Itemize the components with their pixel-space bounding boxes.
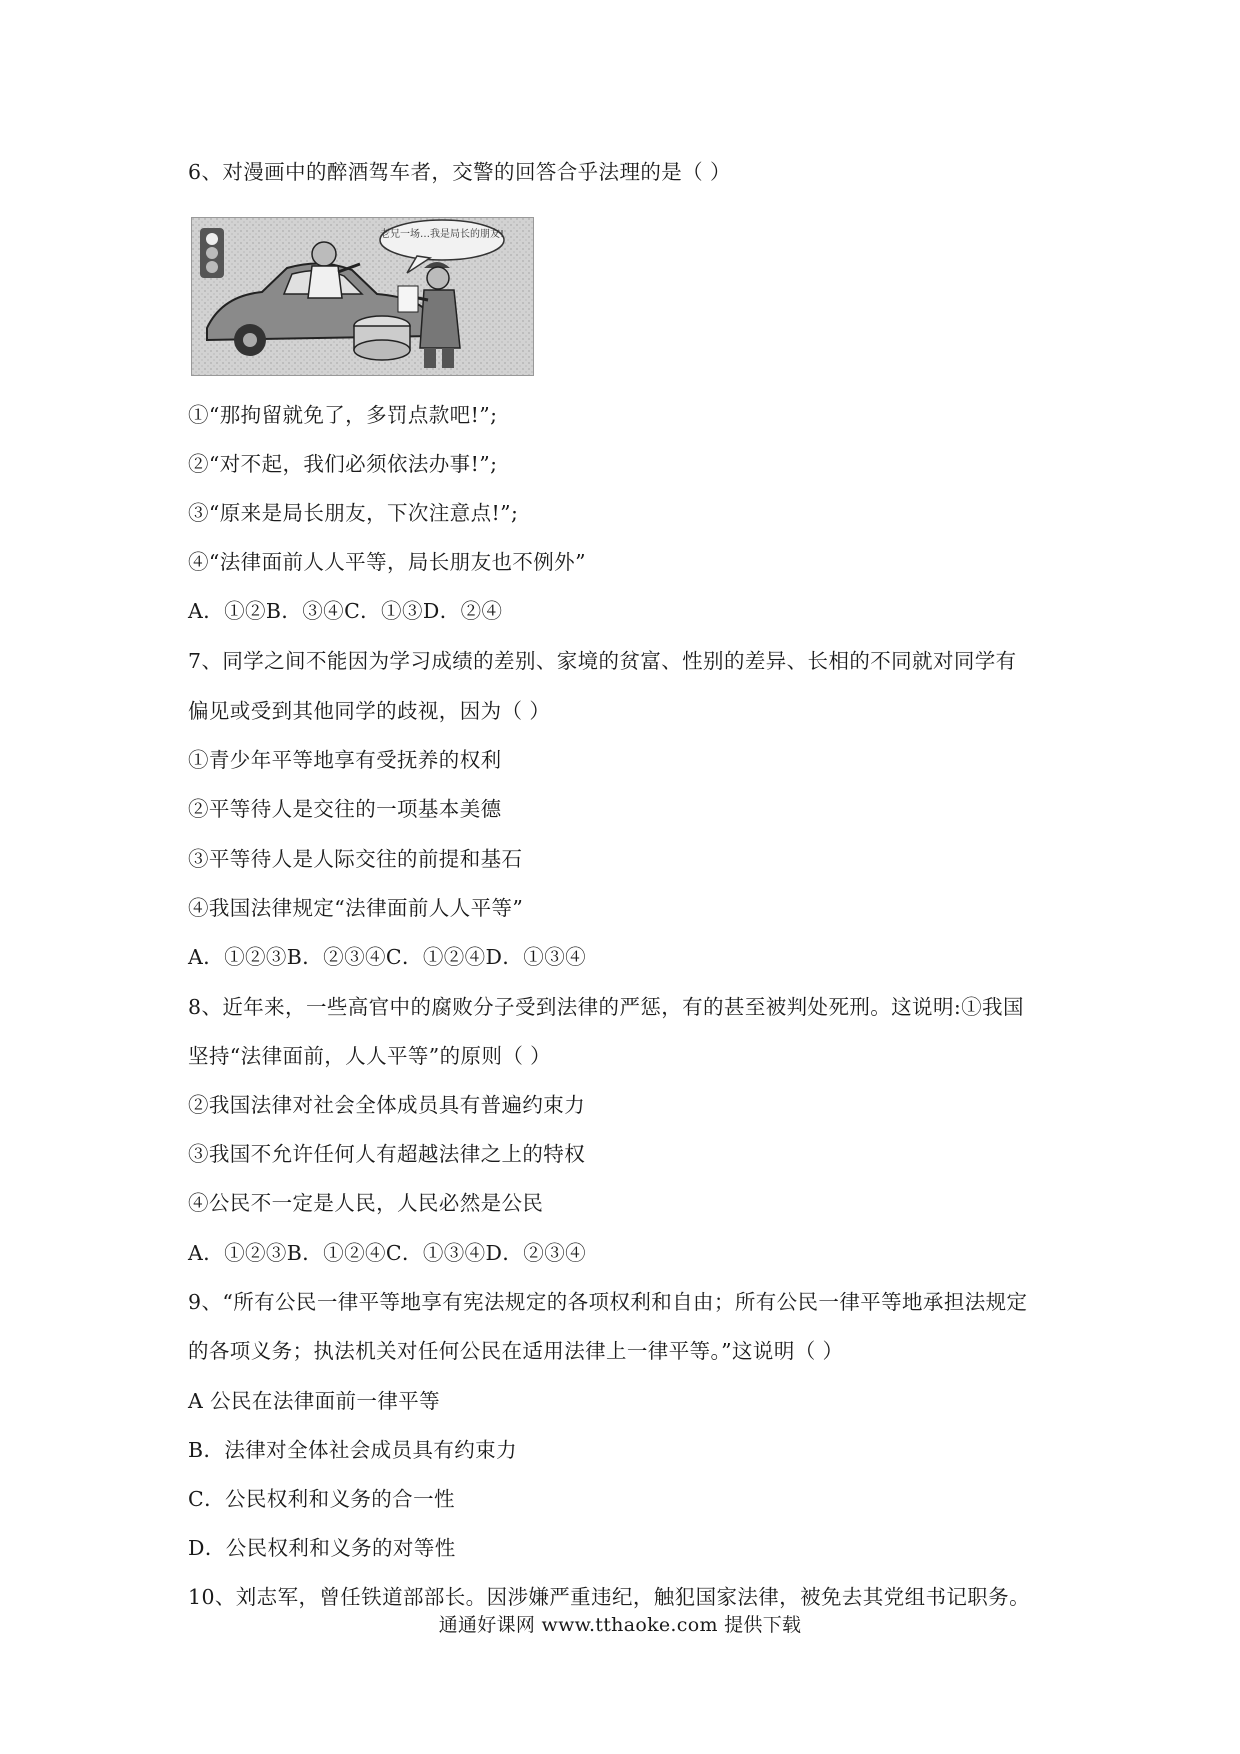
q7-option-3: ③平等待人是人际交往的前提和基石 bbox=[188, 847, 523, 871]
speech-bubble-text: 老兄一场…我是局长的朋友! bbox=[379, 229, 505, 240]
page-footer: 通通好课网 www.tthaoke.com 提供下载 bbox=[438, 1614, 802, 1636]
q7-stem-line1: 7、同学之间不能因为学习成绩的差别、家境的贫富、性别的差异、长相的不同就对同学有 bbox=[188, 649, 1017, 673]
q6-option-3: ③“原来是局长朋友，下次注意点!”; bbox=[188, 501, 519, 525]
q9-option-b: B．法律对全体社会成员具有约束力 bbox=[188, 1438, 517, 1462]
q6-option-4: ④“法律面前人人平等，局长朋友也不例外” bbox=[188, 550, 586, 574]
q8-option-2: ②我国法律对社会全体成员具有普遍约束力 bbox=[188, 1093, 586, 1117]
q7-choices: A．①②③B．②③④C．①②④D．①③④ bbox=[188, 945, 586, 969]
q8-option-3: ③我国不允许任何人有超越法律之上的特权 bbox=[188, 1142, 586, 1166]
cartoon-illustration bbox=[192, 218, 533, 375]
q8-stem-line1: 8、近年来，一些高官中的腐败分子受到法律的严惩，有的甚至被判处死刑。这说明:①我国 bbox=[188, 995, 1024, 1019]
q7-stem-line2: 偏见或受到其他同学的歧视，因为（ ） bbox=[188, 699, 551, 723]
q10-stem-line1: 10、刘志军，曾任铁道部部长。因涉嫌严重违纪，触犯国家法律，被免去其党组书记职务。 bbox=[188, 1585, 1030, 1609]
q8-choices: A．①②③B．①②④C．①③④D．②③④ bbox=[188, 1241, 586, 1265]
q8-stem-line2: 坚持“法律面前，人人平等”的原则（ ） bbox=[188, 1044, 552, 1068]
q6-option-2: ②“对不起，我们必须依法办事!”; bbox=[188, 452, 498, 476]
q9-stem-line2: 的各项义务；执法机关对任何公民在适用法律上一律平等。”这说明（ ） bbox=[188, 1339, 844, 1363]
cartoon-image bbox=[191, 217, 534, 376]
q7-option-4: ④我国法律规定“法律面前人人平等” bbox=[188, 896, 524, 920]
q6-stem: 6、对漫画中的醉酒驾车者，交警的回答合乎法理的是（ ） bbox=[188, 160, 731, 184]
q9-stem-line1: 9、“所有公民一律平等地享有宪法规定的各项权利和自由；所有公民一律平等地承担法规定 bbox=[188, 1290, 1028, 1314]
q9-option-c: C．公民权利和义务的合一性 bbox=[188, 1487, 455, 1511]
q7-option-2: ②平等待人是交往的一项基本美德 bbox=[188, 797, 502, 821]
q9-option-a: A 公民在法律面前一律平等 bbox=[188, 1389, 441, 1413]
q7-option-1: ①青少年平等地享有受抚养的权利 bbox=[188, 748, 502, 772]
q6-option-1: ①“那拘留就免了，多罚点款吧!”; bbox=[188, 403, 498, 427]
traffic-light-icon bbox=[200, 228, 224, 278]
q9-option-d: D．公民权利和义务的对等性 bbox=[188, 1536, 456, 1560]
q8-option-4: ④公民不一定是人民，人民必然是公民 bbox=[188, 1191, 544, 1215]
q6-choices: A．①②B．③④C．①③D．②④ bbox=[188, 599, 503, 623]
